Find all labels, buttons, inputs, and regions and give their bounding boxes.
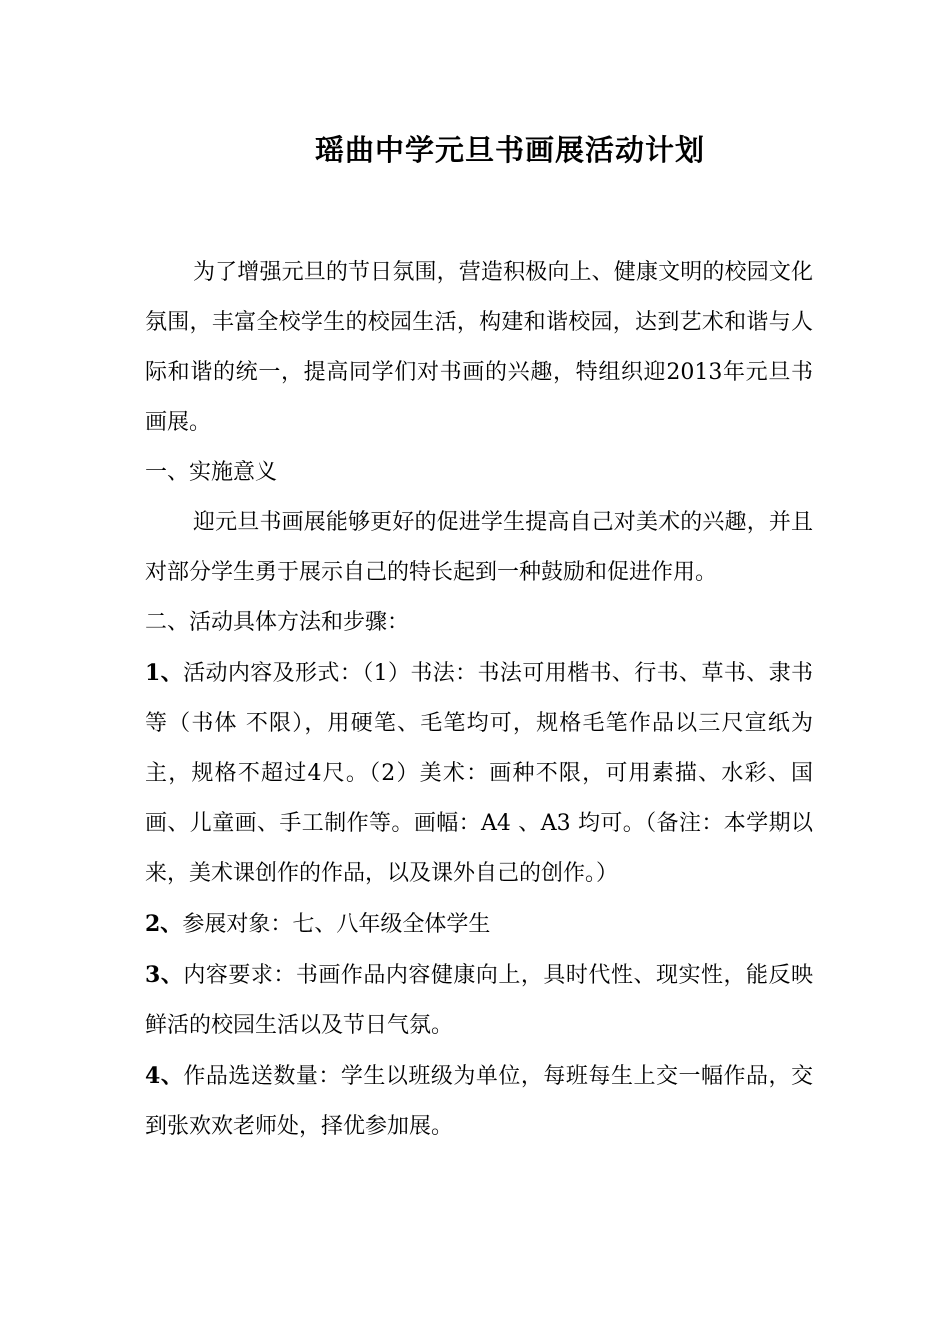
document-body: [145, 248, 813, 1152]
intro-paragraph: 为了增强元旦的节日氛围，营造积极向上、健康文明的校园文化氛围，丰富全校学生的校园生活，构建和谐校园，达到艺术和谐与人际和谐的统一，提高同学们对书画的兴趣，特组织迎2013年元旦书画展。: [145, 260, 813, 435]
list-item-content-form: [145, 648, 813, 899]
list-item-text: 活动内容及形式：（1）书法：书法可用楷书、行书、草书、隶书等（书体 不限），用硬笔、毛笔均可，规格毛笔作品以三尺宣纸为主，规格不超过4尺。（2）美术：画种不限，可用素描、水彩、国画、儿童画、手工制作等。画幅：A4 、A3 均可。（备注：本学期以来，美术课创作的作品，以及课外自己的创作。）: [145, 661, 814, 886]
list-item-number: 3、: [145, 962, 184, 988]
section-1-heading: 一、实施意义: [145, 460, 278, 485]
list-item-requirements: [145, 950, 813, 1051]
list-item-number: 2、: [145, 911, 183, 937]
list-item-participants: [145, 899, 813, 950]
list-item-submission: [145, 1051, 813, 1152]
list-item-number: 1、: [145, 660, 184, 686]
document-title: 瑶曲中学元旦书画展活动计划: [314, 133, 705, 167]
list-item-text: 参展对象：七、八年级全体学生: [182, 912, 491, 937]
list-item-text: 作品选送数量：学生以班级为单位，每班每生上交一幅作品，交到张欢欢老师处，择优参加展。: [145, 1064, 813, 1139]
section-1-paragraph: 迎元旦书画展能够更好的促进学生提高自己对美术的兴趣，并且对部分学生勇于展示自己的特长起到一种鼓励和促进作用。: [145, 510, 813, 585]
section-2-heading: 二、活动具体方法和步骤：: [145, 610, 410, 635]
list-item-text: 内容要求：书画作品内容健康向上，具时代性、现实性，能反映鲜活的校园生活以及节日气氛。: [145, 963, 813, 1038]
list-item-number: 4、: [145, 1063, 184, 1089]
